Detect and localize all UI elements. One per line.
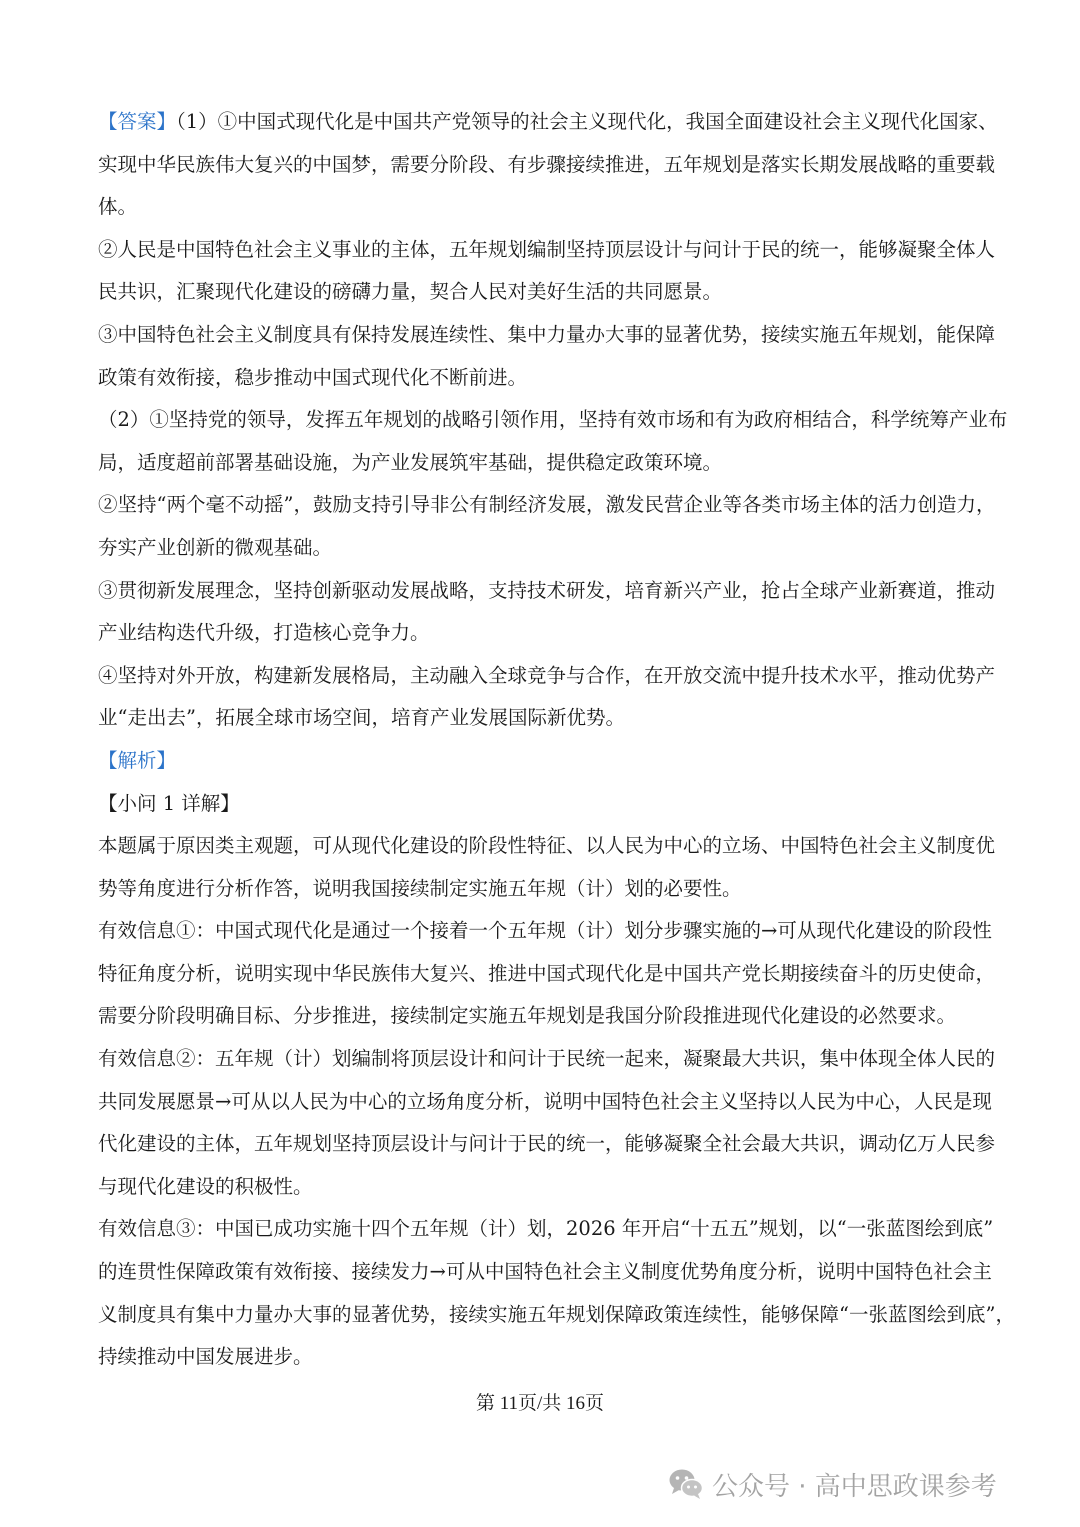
analysis-line-13: 持续推动中国发展进步。	[98, 1345, 313, 1369]
answer-line-14: ④坚持对外开放，构建新发展格局，主动融入全球竞争与合作，在开放交流中提升技术水平，推动优势产	[98, 663, 996, 687]
analysis-line-10: 有效信息③：中国已成功实施十四个五年规（计）划，2026 年开启“十五五”规划，以“一张蓝图绘到底”	[98, 1217, 994, 1241]
analysis-subheading: 【小问 1 详解】	[98, 791, 240, 815]
analysis-line-5: 需要分阶段明确目标、分步推进，接续制定实施五年规划是我国分阶段推进现代化建设的必然要求。	[98, 1004, 957, 1028]
wechat-icon	[668, 1467, 704, 1501]
analysis-line-11: 的连贯性保障政策有效衔接、接续发力→可从中国特色社会主义制度优势角度分析，说明中国特色社会主	[98, 1260, 992, 1284]
analysis-line-1: 本题属于原因类主观题，可从现代化建设的阶段性特征、以人民为中心的立场、中国特色社会主义制度优	[98, 834, 996, 858]
answer-line-11: 夯实产业创新的微观基础。	[98, 535, 333, 559]
answer-line-3: 体。	[98, 195, 138, 219]
analysis-line-7: 共同发展愿景→可从以人民为中心的立场角度分析，说明中国特色社会主义坚持以人民为中心，人民是现	[98, 1089, 992, 1113]
answer-line-10: ②坚持“两个毫不动摇”，鼓励支持引导非公有制经济发展，激发民营企业等各类市场主体的活力创造力，	[98, 493, 996, 517]
analysis-line-8: 代化建设的主体，五年规划坚持顶层设计与问计于民的统一，能够凝聚全社会最大共识，调动亿万人民参	[98, 1132, 996, 1156]
watermark	[668, 1462, 997, 1506]
analysis-line-4: 特征角度分析，说明实现中华民族伟大复兴、推进中国式现代化是中国共产党长期接续奋斗的历史使命，	[98, 961, 996, 985]
document-body	[98, 101, 1015, 1379]
watermark-text: 公众号 · 高中思政课参考	[712, 1471, 997, 1502]
page-number: 第 11页/共 16页	[475, 1393, 605, 1414]
answer-text: （1）①中国式现代化是中国共产党领导的社会主义现代化，我国全面建设社会主义现代化国家、	[176, 110, 998, 133]
answer-line-9: 局，适度超前部署基础设施，为产业发展筑牢基础，提供稳定政策环境。	[98, 450, 723, 474]
analysis-line-9: 与现代化建设的积极性。	[98, 1174, 313, 1198]
answer-line-7: 政策有效衔接，稳步推动中国式现代化不断前进。	[98, 365, 528, 389]
answer-line-12: ③贯彻新发展理念，坚持创新驱动发展战略，支持技术研发，培育新兴产业，抢占全球产业新赛道，推动	[98, 578, 996, 602]
answer-line-1	[98, 101, 998, 144]
answer-line-4: ②人民是中国特色社会主义事业的主体，五年规划编制坚持顶层设计与问计于民的统一，能够凝聚全体人	[98, 237, 996, 261]
answer-tag: 【答案】	[98, 110, 177, 133]
analysis-line-12: 义制度具有集中力量办大事的显著优势，接续实施五年规划保障政策连续性，能够保障“一张蓝图绘到底”，	[98, 1302, 1015, 1326]
answer-line-15: 业“走出去”，拓展全球市场空间，培育产业发展国际新优势。	[98, 706, 625, 730]
analysis-tag: 【解析】	[98, 748, 177, 772]
analysis-line-2: 势等角度进行分析作答，说明我国接续制定实施五年规（计）划的必要性。	[98, 876, 742, 900]
analysis-line-6: 有效信息②：五年规（计）划编制将顶层设计和问计于民统一起来，凝聚最大共识，集中体现全体人民的	[98, 1047, 996, 1071]
analysis-line-3: 有效信息①：中国式现代化是通过一个接着一个五年规（计）划分步骤实施的→可从现代化建设的阶段性	[98, 919, 992, 943]
answer-line-5: 民共识，汇聚现代化建设的磅礴力量，契合人民对美好生活的共同愿景。	[98, 280, 723, 304]
answer-line-8: （2）①坚持党的领导，发挥五年规划的战略引领作用，坚持有效市场和有为政府相结合，科学统筹产业布	[98, 408, 1008, 432]
answer-line-6: ③中国特色社会主义制度具有保持发展连续性、集中力量办大事的显著优势，接续实施五年规划，能保障	[98, 322, 996, 346]
answer-line-13: 产业结构迭代升级，打造核心竞争力。	[98, 621, 430, 645]
answer-line-2: 实现中华民族伟大复兴的中国梦，需要分阶段、有步骤接续推进，五年规划是落实长期发展战略的重要载	[98, 152, 996, 176]
